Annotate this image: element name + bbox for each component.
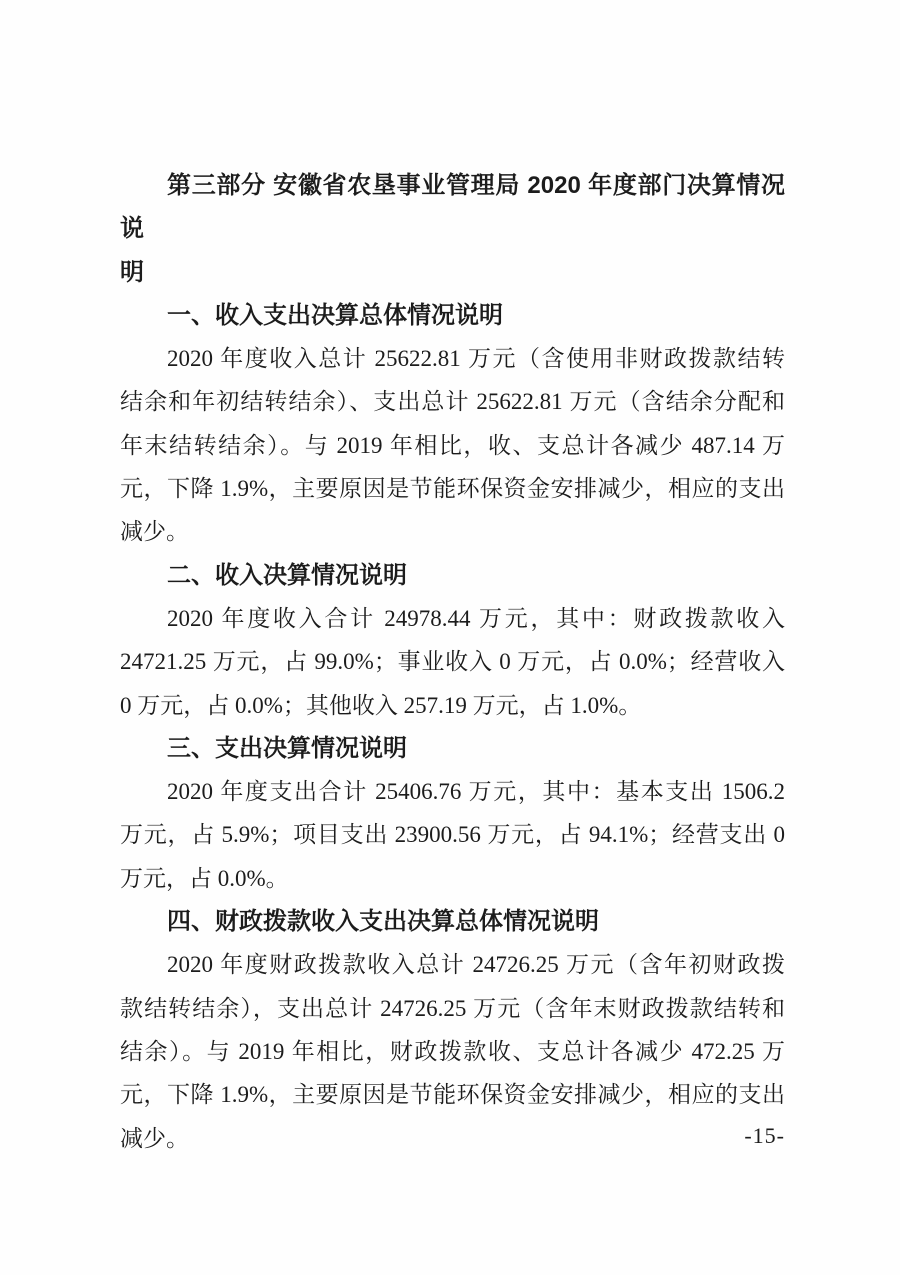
section-2-line-1: 2020 年度收入合计 24978.44 万元，其中：财政拨款收入 — [167, 605, 785, 631]
section-4-line-3: 结余）。与 2019 年相比，财政拨款收、支总计各减少 472.25 万 — [120, 1038, 785, 1064]
section-2-heading: 二、收入决算情况说明 — [167, 561, 407, 589]
section-4-line-2: 款结转结余），支出总计 24726.25 万元（含年末财政拨款结转和 — [120, 995, 785, 1021]
section-3-line-3: 万元，占 0.0%。 — [120, 865, 289, 891]
section-1-line-5: 减少。 — [120, 519, 189, 545]
section-1-line-1: 2020 年度收入总计 25622.81 万元（含使用非财政拨款结转 — [167, 346, 785, 372]
section-4-line-1: 2020 年度财政拨款收入总计 24726.25 万元（含年初财政拨 — [167, 952, 785, 978]
section-4-line-4: 元，下降 1.9%，主要原因是节能环保资金安排减少，相应的支出 — [120, 1082, 785, 1108]
section-3-line-1: 2020 年度支出合计 25406.76 万元，其中：基本支出 1506.2 — [167, 779, 785, 805]
section-1-line-4: 元，下降 1.9%，主要原因是节能环保资金安排减少，相应的支出 — [120, 476, 785, 502]
page-number: -15- — [744, 1123, 785, 1148]
document-title-line-1: 第三部分 安徽省农垦事业管理局 2020 年度部门决算情况说 — [120, 172, 785, 243]
section-2-line-2: 24721.25 万元，占 99.0%；事业收入 0 万元，占 0.0%；经营收入 — [120, 649, 785, 675]
section-1-line-3: 年末结转结余）。与 2019 年相比，收、支总计各减少 487.14 万 — [120, 432, 785, 458]
section-1-heading: 一、收入支出决算总体情况说明 — [167, 301, 503, 329]
document-body — [120, 164, 785, 1160]
section-3-heading: 三、支出决算情况说明 — [167, 734, 407, 762]
section-1-line-2: 结余和年初结转结余）、支出总计 25622.81 万元（含结余分配和 — [120, 389, 785, 415]
document-title-line-2: 明 — [120, 258, 144, 286]
section-4-heading: 四、财政拨款收入支出决算总体情况说明 — [167, 908, 599, 936]
section-3-line-2: 万元，占 5.9%；项目支出 23900.56 万元，占 94.1%；经营支出 0 — [120, 822, 785, 848]
section-2-line-3: 0 万元，占 0.0%；其他收入 257.19 万元，占 1.0%。 — [120, 692, 642, 718]
section-4-line-5: 减少。 — [120, 1125, 189, 1151]
